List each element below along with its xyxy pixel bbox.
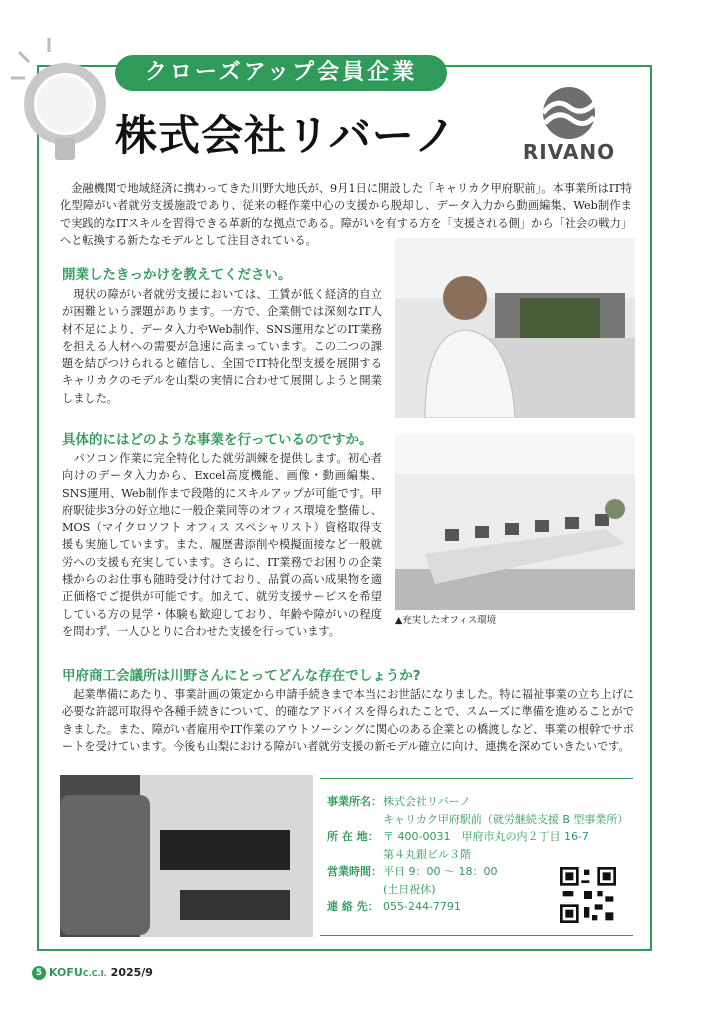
contact-label: 連 絡 先： (327, 900, 379, 913)
footer-brand-suffix: C.C.I. (82, 969, 107, 978)
section-3-question: 甲府商工会議所は川野さんにとってどんな存在でしょうか? (62, 668, 421, 684)
staff-photo (395, 238, 635, 418)
info-bottom-rule (320, 935, 633, 936)
section-2-question: 具体的にはどのような事業を行っているのですか。 (62, 432, 373, 448)
contact-phone: 055-244-7791 (383, 900, 461, 913)
office-name: 株式会社リバーノ (383, 795, 471, 808)
company-name: 株式会社リバーノ (115, 111, 457, 160)
section-1-answer: 現状の障がい者就労支援においては、工賃が低く経済的自立が困難という課題があります。一方で、企業側では深刻なIT人材不足により、データ入力やWeb制作、SNS運用などのIT業務を担える人材への需要が急速に高まっています。この二つの課題を結びつけられると確信し、全国でIT特化型支援を展開するキャリカクのモデルを山梨の実情に合わせて展開しようと開業しました。 (62, 288, 382, 405)
address-label: 所 在 地： (327, 830, 379, 843)
info-top-rule (320, 778, 633, 779)
address-line-2: 第４丸銀ビル３階 (383, 847, 471, 861)
intro-paragraph: 金融機関で地域経済に携わってきた川野大地氏が、9月1日に開設した「キャリカク甲府駅前」。本事業所はIT特化型障がい者就労支援施設であり、従来の軽作業中心の支援から脱却し、データ入力から動画編集、Web制作まで実践的なITスキルを習得できる革新的な拠点である。障がいを有する方を「支援される側」から「社会の戦力」へと転換する新たなモデルとして注目されている。 (60, 182, 632, 247)
hours-label: 営業時間： (327, 865, 382, 878)
office-photo (395, 434, 635, 610)
section-1-question: 開業したきっかけを教えてください。 (62, 267, 292, 283)
info-row-address-2 (327, 846, 637, 864)
info-row-address (327, 828, 637, 846)
issue-date: 2025/9 (110, 966, 153, 979)
office-branch: キャリカク甲府駅前（就労継続支援 B 型事業所） (383, 812, 629, 826)
info-row-office (327, 793, 637, 811)
footer-brand: KOFU (49, 966, 83, 979)
page-number: 5 (32, 966, 46, 980)
qr-code-icon[interactable] (560, 867, 616, 923)
office-label: 事業所名： (327, 795, 382, 808)
hours-line-2: (土日祝休) (383, 882, 436, 896)
page-footer (32, 966, 153, 980)
logo-wordmark: RIVANO (522, 140, 616, 164)
hours-line-1: 平日 9：00 〜 18：00 (383, 865, 498, 878)
section-3-answer: 起業準備にあたり、事業計画の策定から申請手続きまで本当にお世話になりました。特に福祉事業の立ち上げに必要な許認可取得や各種手続きについて、的確なアドバイスを得られたことで、スムーズに準備を進めることができました。また、障がい者雇用やIT作業のアウトソーシングに関心のある企業との橋渡しなど、事業の根幹でサポートを受けています。今後も山梨における障がい者就労支援の新モデル確立に向け、連携を深めていきたいです。 (62, 688, 634, 753)
section-banner: クローズアップ会員企業 (115, 55, 447, 91)
photo-caption: ▲充実したオフィス環境 (395, 615, 497, 626)
building-photo (60, 775, 313, 937)
magnifier-icon (5, 30, 115, 160)
address-line-1: 〒 400-0031 甲府市丸の内２丁目 16-7 (383, 830, 589, 843)
section-2-answer: パソコン作業に完全特化した就労訓練を提供します。初心者向けのデータ入力から、Excel高度機能、画像・動画編集、SNS運用、Web制作まで段階的にスキルアップが可能です。甲府駅徒歩3分の好立地に一般企業同等のオフィス環境を整備し、MOS（マイクロソフト オフィス スペシャリスト）資格取得支援も実施しています。また、履歴書添削や模擬面接など一般就労への支援も充実しています。さらに、IT業務でお困りの企業様からのお仕事も随時受け付けており、品質の高い成果物を適正価格でご提供が可能です。加えて、就労支援サービスを希望している方の見学・体験も歓迎しており、年齢や障がいの程度を問わず、一人ひとりに合わせた支援を行っています。 (62, 452, 382, 638)
info-row-office-2 (327, 811, 637, 829)
